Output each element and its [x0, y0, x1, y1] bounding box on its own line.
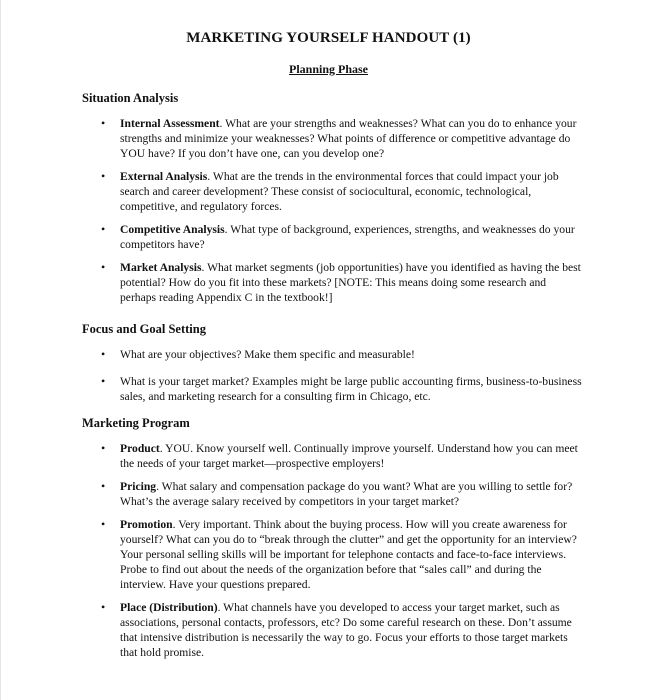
item-text: . What market segments (job opportunities) have you identified as having the best potential? How do you fit into these markets? [NOTE: This means doing some research and perhaps reading Appendix C in the textbook!] — [120, 261, 581, 304]
page-subtitle: Planning Phase — [288, 62, 369, 76]
list-item — [98, 116, 584, 161]
page-title: MARKETING YOURSELF HANDOUT (1) — [186, 30, 471, 46]
bullet-icon: • — [101, 347, 106, 361]
list-item — [98, 169, 584, 214]
bullet-icon: • — [101, 116, 106, 130]
bullet-icon: • — [101, 479, 106, 493]
item-text: . What type of background, experiences, strengths, and weaknesses do your competitors have? — [120, 223, 575, 251]
item-text: . What are the trends in the environmental forces that could impact your job search and career development? These consist of sociocultural, economic, technological, competitive, and regulatory forces. — [120, 170, 559, 213]
item-text: . YOU. Know yourself well. Continually improve yourself. Understand how you can meet the needs of your target market—prospective employers! — [120, 442, 578, 470]
bullet-icon: • — [101, 517, 106, 531]
list-item — [98, 222, 584, 252]
list-item — [98, 374, 584, 404]
section-heading-focus-and-goal-setting: Focus and Goal Setting — [82, 322, 206, 336]
item-text: . What are your strengths and weaknesses? What can you do to enhance your strengths and minimize your weaknesses? What points of difference or competitive advantage do YOU have? If you don’t have one, can you develop one? — [120, 117, 577, 160]
focus-goal-list — [98, 347, 584, 404]
item-term: Place (Distribution) — [120, 601, 218, 614]
list-item — [98, 600, 584, 660]
item-term: Internal Assessment — [120, 117, 220, 130]
bullet-icon: • — [101, 222, 106, 236]
item-term: Product — [120, 442, 160, 455]
section-heading-marketing-program: Marketing Program — [82, 416, 190, 430]
item-text: What are your objectives? Make them specific and measurable! — [120, 348, 415, 361]
item-term: Pricing — [120, 480, 157, 493]
bullet-icon: • — [101, 260, 106, 274]
list-item — [98, 441, 584, 471]
item-term: Market Analysis — [120, 261, 202, 274]
item-term: Promotion — [120, 518, 173, 531]
item-text: . What salary and compensation package do you want? What are you willing to settle for? What’s the average salary received by competitors in your target market? — [120, 480, 573, 508]
bullet-icon: • — [101, 441, 106, 455]
item-text: . What channels have you developed to access your target market, such as associations, personal contacts, professors, etc? Do some careful research on these. Don’t assume that intensive distribution is necessarily the way to go. Focus your efforts to those target markets that hold promise. — [120, 601, 572, 659]
item-term: Competitive Analysis — [120, 223, 225, 236]
section-heading-situation-analysis: Situation Analysis — [82, 91, 179, 105]
situation-analysis-list — [98, 116, 584, 305]
bullet-icon: • — [101, 169, 106, 183]
bullet-icon: • — [101, 374, 106, 388]
bullet-icon: • — [101, 600, 106, 614]
list-item — [98, 479, 584, 509]
item-text: . Very important. Think about the buying process. How will you create awareness for yourself? What can you do to “break through the clutter” and get the opportunity for an interview? Your personal selling skills will be important for telephone contacts and face-to-face interviews. Probe to find out about the needs of the organization before that “sales call” and during the interview. Have your questions prepared. — [120, 518, 577, 591]
item-text: What is your target market? Examples might be large public accounting firms, business-to-business sales, and marketing research for a consulting firm in Chicago, etc. — [120, 375, 582, 403]
list-item — [98, 260, 584, 305]
item-term: External Analysis — [120, 170, 208, 183]
list-item — [98, 517, 584, 592]
marketing-program-list — [98, 441, 584, 660]
list-item — [98, 347, 584, 362]
